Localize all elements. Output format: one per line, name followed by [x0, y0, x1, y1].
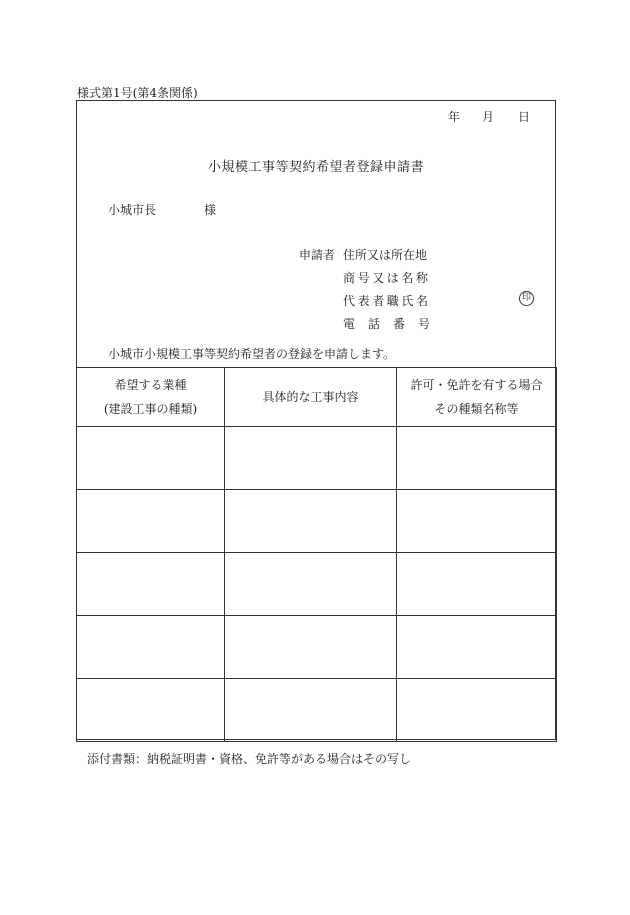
table-row [77, 679, 557, 742]
table-row [77, 553, 557, 616]
date-line [448, 108, 530, 125]
cell-industry[interactable] [77, 679, 225, 742]
applicant-company-label: 商号又は名称 [343, 271, 431, 285]
cell-work-details[interactable] [225, 427, 397, 490]
header-work-details-line1: 具体的な工事内容 [262, 390, 359, 404]
date-month-label: 月 [481, 110, 494, 124]
cell-license[interactable] [397, 490, 557, 553]
works-table [76, 367, 557, 742]
applicant-phone-label: 電話番号 [343, 317, 444, 331]
header-industry-line1: 希望する業種 [114, 378, 187, 392]
header-industry [77, 368, 225, 427]
header-industry-line2: (建設工事の種類) [103, 402, 198, 416]
application-form [76, 100, 556, 740]
table-row [77, 616, 557, 679]
seal-icon: 印 [519, 291, 534, 306]
works-table-container [76, 367, 556, 742]
table-row [77, 490, 557, 553]
table-header-row [77, 368, 557, 427]
cell-industry[interactable] [77, 427, 225, 490]
addressee-honorific: 様 [204, 203, 217, 217]
form-title: 小規模工事等契約希望者登録申請書 [207, 160, 424, 175]
addressee-name: 小城市長 [108, 203, 157, 217]
cell-license[interactable] [397, 679, 557, 742]
cell-license[interactable] [397, 427, 557, 490]
cell-industry[interactable] [77, 553, 225, 616]
form-number: 様式第1号(第4条関係) [77, 86, 198, 100]
cell-work-details[interactable] [225, 553, 397, 616]
header-license [397, 368, 557, 427]
table-row [77, 427, 557, 490]
cell-work-details[interactable] [225, 679, 397, 742]
cell-work-details[interactable] [225, 616, 397, 679]
cell-license[interactable] [397, 553, 557, 616]
applicant-address-label: 住所又は所在地 [343, 248, 428, 262]
addressee [108, 201, 216, 218]
attachments-note: 添付書類：納税証明書・資格、免許等がある場合はその写し [87, 752, 412, 766]
header-license-line1: 許可・免許を有する場合 [410, 378, 543, 392]
cell-industry[interactable] [77, 616, 225, 679]
date-day-label: 日 [517, 110, 530, 124]
cell-industry[interactable] [77, 490, 225, 553]
cell-work-details[interactable] [225, 490, 397, 553]
request-statement: 小城市小規模工事等契約希望者の登録を申請します。 [108, 347, 396, 361]
date-year-label: 年 [447, 110, 460, 124]
applicant-representative-label: 代表者職氏名 [343, 294, 431, 308]
header-work-details [225, 368, 397, 427]
header-license-line2: その種類名称等 [434, 402, 519, 416]
applicant-label: 申請者 [299, 248, 336, 262]
cell-license[interactable] [397, 616, 557, 679]
